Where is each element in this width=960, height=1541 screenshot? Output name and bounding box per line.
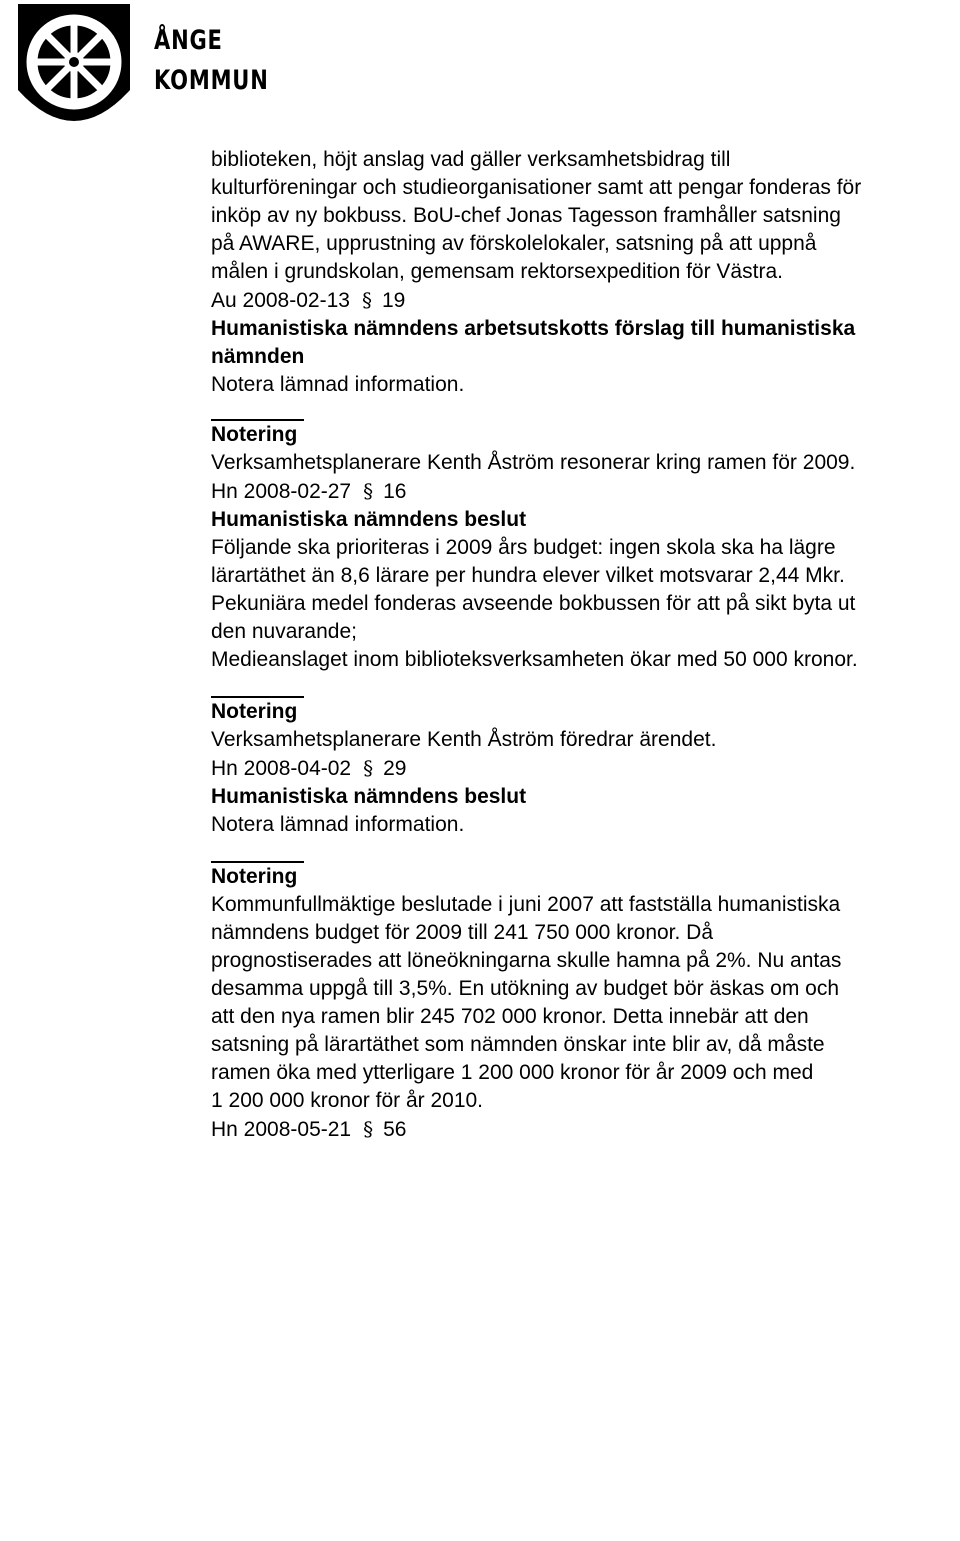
- section-reference: [211, 1115, 959, 1144]
- reference-date: Hn 2008-05-21: [211, 1118, 352, 1141]
- municipality-logo: [14, 2, 269, 128]
- section-reference: [211, 754, 959, 783]
- section-symbol: §: [363, 479, 374, 503]
- section-number: 56: [383, 1118, 407, 1141]
- section-number: 19: [381, 289, 406, 312]
- section-symbol: §: [361, 288, 372, 312]
- section-reference: [211, 477, 959, 506]
- reference-date: Hn 2008-04-02: [211, 757, 352, 780]
- section-reference: [211, 286, 959, 315]
- notering-title: Notering: [211, 865, 298, 888]
- reference-date: Hn 2008-02-27: [211, 480, 352, 503]
- body-text: Notera lämnad information.: [211, 373, 465, 396]
- body-text: Notera lämnad information.: [211, 813, 465, 836]
- document-body: [211, 146, 959, 1144]
- wheel-shield-icon: [14, 2, 134, 128]
- notering-title: Notering: [211, 423, 298, 446]
- logo-line-2: KOMMUN: [154, 65, 269, 96]
- notering-text: Kommunfullmäktige beslutade i juni 2007 att fastställa humanistiska nämndens budget för 2009 till 241 750 000 kronor. Då prognostiserades att löneökningarna skulle hamna på 2%. Nu antas desamma uppgå till 3,5%. En utökning av budget bör äskas om och att den nya ramen blir 245 702 000 kronor. Detta innebär att den satsning på lärartäthet som nämnden önskar inte blir av, då måste ramen öka med ytterligare 1 200 000 kronor för år 2009 och med 1 200 000 kronor för år 2010.: [211, 893, 842, 1112]
- section-symbol: §: [363, 756, 374, 780]
- notering-text: Verksamhetsplanerare Kenth Åström föredrar ärendet.: [211, 728, 717, 751]
- body-text: Följande ska prioriteras i 2009 års budget: ingen skola ska ha lägre lärartäthet än 8,6 lärare per hundra elever vilket motsvarar 2,44 Mkr. Pekuniära medel fonderas avseende bokbussen för att på sikt byta ut den nuvarande; Medieanslaget inom biblioteksverksamheten ökar med 50 000 kronor.: [211, 536, 858, 671]
- section-heading: Humanistiska nämndens beslut: [211, 508, 527, 531]
- section-heading: Humanistiska nämndens arbetsutskotts förslag till humanistiska nämnden: [211, 317, 856, 368]
- reference-date: Au 2008-02-13: [211, 289, 350, 312]
- section-symbol: §: [363, 1117, 374, 1141]
- section-number: 29: [383, 757, 407, 780]
- section-heading: Humanistiska nämndens beslut: [211, 785, 527, 808]
- notering-title: Notering: [211, 700, 298, 723]
- notering-text: Verksamhetsplanerare Kenth Åström resonerar kring ramen för 2009.: [211, 451, 856, 474]
- intro-paragraph: biblioteken, höjt anslag vad gäller verksamhetsbidrag till kulturföreningar och studieorganisationer samt att pengar fonderas för inköp av ny bokbuss. BoU-chef Jonas Tagesson framhåller satsning på AWARE, upprustning av förskolelokaler, satsning på att uppnå målen i grundskolan, gemensam rektorsexpedition för Västra.: [211, 148, 862, 283]
- section-number: 16: [383, 480, 407, 503]
- logo-line-1: ÅNGE: [154, 25, 223, 56]
